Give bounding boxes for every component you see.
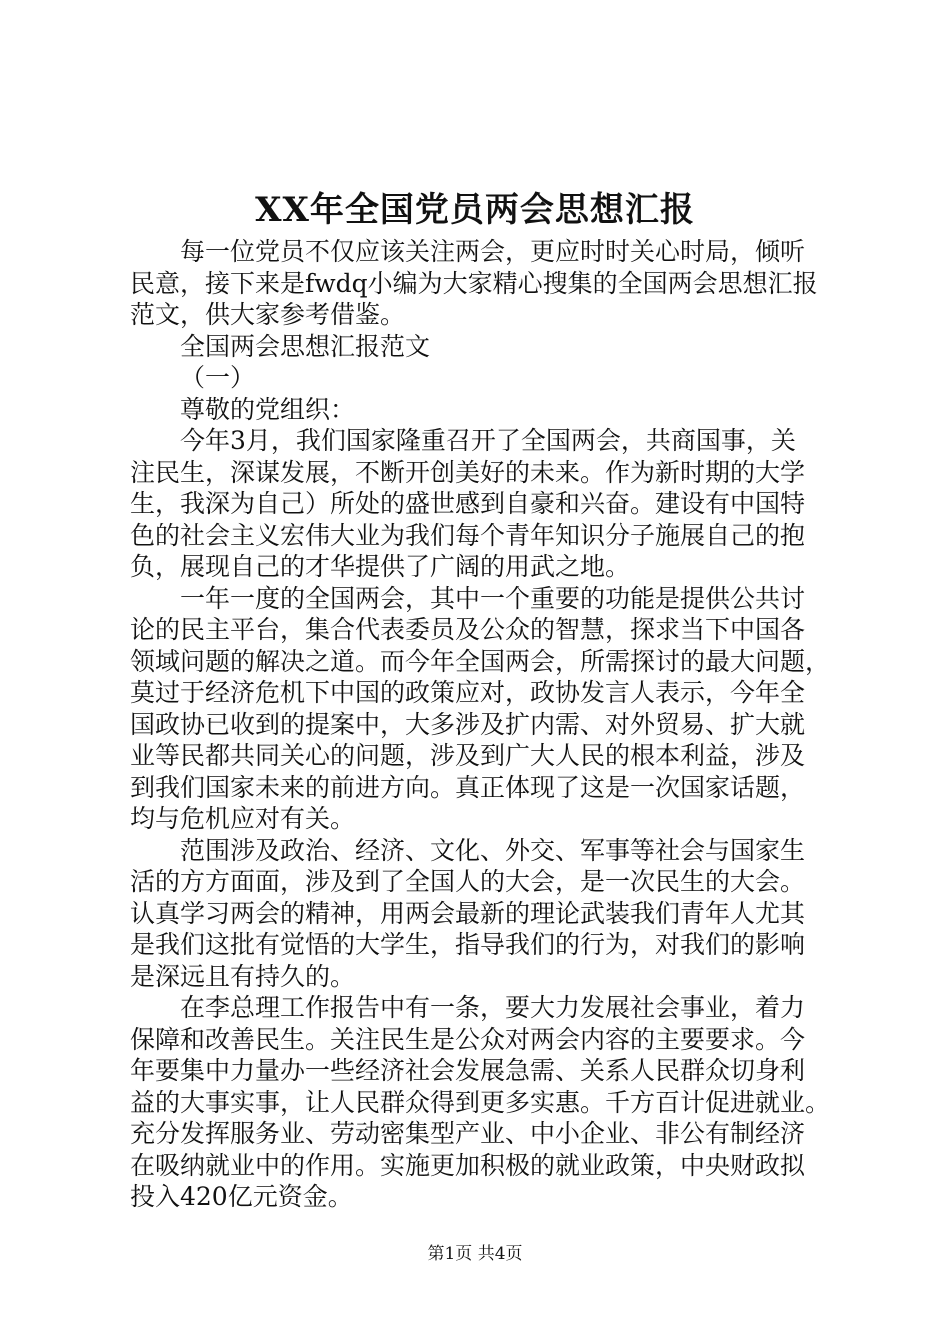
body-line: 到我们国家未来的前进方向。真正体现了这是一次国家话题， xyxy=(130,772,806,802)
body-line: 每一位党员不仅应该关注两会，更应时时关心时局，倾听 xyxy=(180,237,806,266)
body-line: 生，我深为自己）所处的盛世感到自豪和兴奋。建设有中国特 xyxy=(130,489,806,518)
body-line: 均与危机应对有关。 xyxy=(130,804,356,833)
body-line: 领域问题的解决之道。而今年全国两会，所需探讨的最大问题， xyxy=(130,646,831,676)
body-line: 论的民主平台，集合代表委员及公众的智慧，探求当下中国各 xyxy=(130,615,806,644)
body-line: 色的社会主义宏伟大业为我们每个青年知识分子施展自己的抱 xyxy=(130,520,806,550)
body-line: 尊敬的党组织： xyxy=(180,394,356,424)
body-line: 在吸纳就业中的作用。实施更加积极的就业政策，中央财政拟 xyxy=(130,1150,806,1180)
document-body xyxy=(130,236,830,1213)
body-line: 益的大事实事，让人民群众得到更多实惠。千方百计促进就业。 xyxy=(130,1087,831,1117)
body-line: 莫过于经济危机下中国的政策应对，政协发言人表示，今年全 xyxy=(130,678,806,707)
body-line: 充分发挥服务业、劳动密集型产业、中小企业、非公有制经济 xyxy=(130,1119,806,1148)
body-line: 是深远且有持久的。 xyxy=(130,961,356,991)
body-line: 国政协已收到的提案中，大多涉及扩内需、对外贸易、扩大就 xyxy=(130,709,806,739)
body-line: 今年3月，我们国家隆重召开了全国两会，共商国事，关 xyxy=(180,426,796,455)
body-line: 注民生，深谋发展，不断开创美好的未来。作为新时期的大学 xyxy=(130,457,806,487)
body-line: 认真学习两会的精神，用两会最新的理论武装我们青年人尤其 xyxy=(130,898,806,928)
body-line: 一年一度的全国两会，其中一个重要的功能是提供公共讨 xyxy=(180,583,806,613)
body-line: 负，展现自己的才华提供了广阔的用武之地。 xyxy=(130,552,631,581)
body-line: 范围涉及政治、经济、文化、外交、军事等社会与国家生 xyxy=(180,835,806,865)
body-line: 范文，供大家参考借鉴。 xyxy=(130,300,406,329)
body-line: 民意，接下来是fwdq小编为大家精心搜集的全国两会思想汇报 xyxy=(130,268,818,298)
body-line: 活的方方面面，涉及到了全国人的大会，是一次民生的大会。 xyxy=(130,867,806,896)
body-line: （一） xyxy=(180,363,256,392)
page-footer: 第1页 共4页 xyxy=(427,1244,523,1264)
body-line: 在李总理工作报告中有一条，要大力发展社会事业，着力 xyxy=(180,993,806,1022)
body-line: 投入420亿元资金。 xyxy=(130,1182,353,1211)
body-line: 业等民都共同关心的问题，涉及到广大人民的根本利益，涉及 xyxy=(130,741,806,770)
body-line: 保障和改善民生。关注民生是公众对两会内容的主要要求。今 xyxy=(130,1024,806,1054)
body-line: 是我们这批有觉悟的大学生，指导我们的行为，对我们的影响 xyxy=(130,930,806,959)
body-line: 年要集中力量办一些经济社会发展急需、关系人民群众切身利 xyxy=(130,1056,806,1085)
document-title: XX年全国党员两会思想汇报 xyxy=(255,190,695,230)
body-line: 全国两会思想汇报范文 xyxy=(180,331,431,361)
